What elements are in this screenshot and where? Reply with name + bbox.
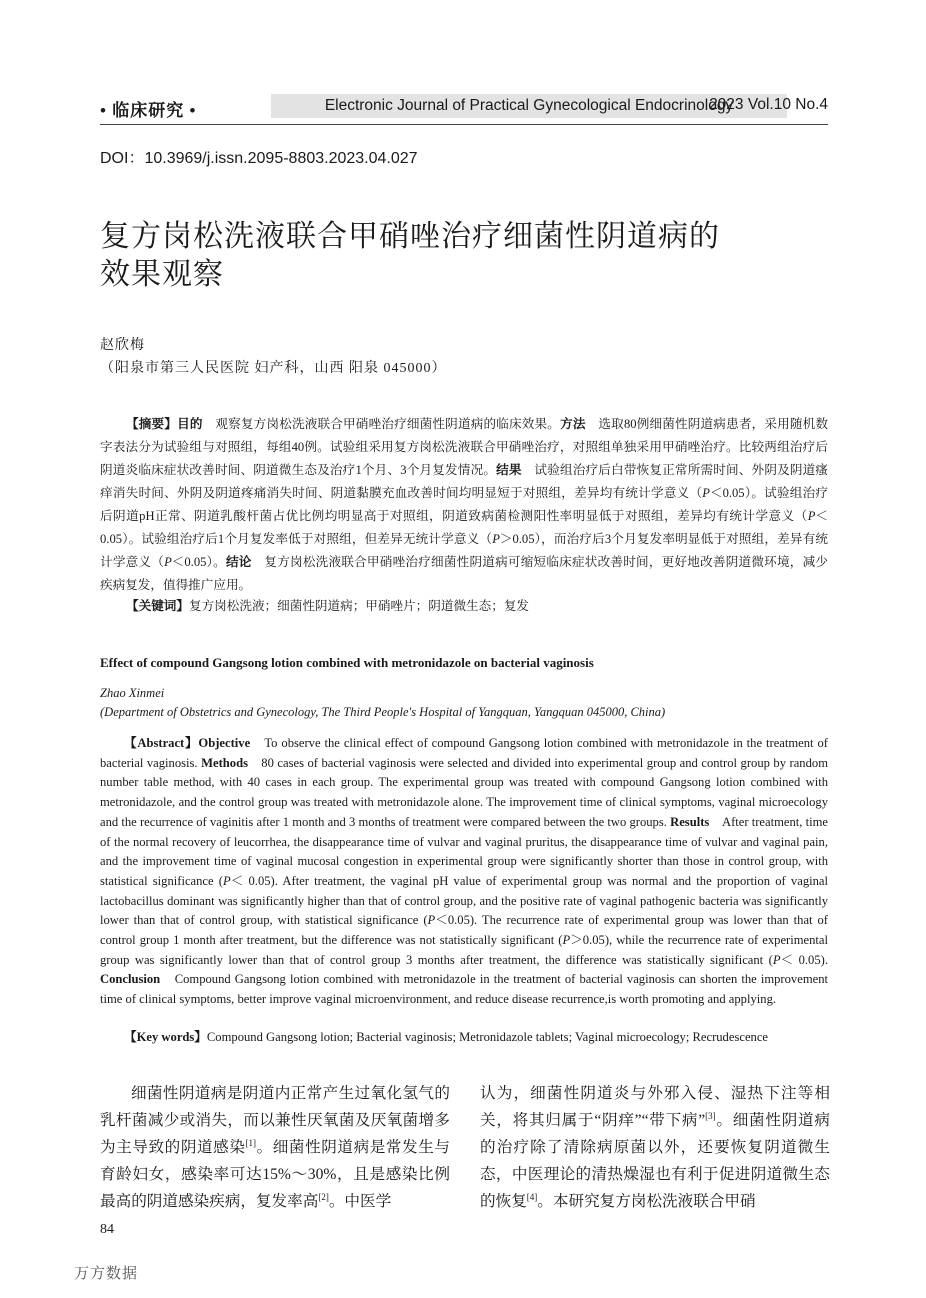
abstract-results: 试验组治疗后白带恢复正常所需时间、外阴及阴道瘙痒消失时间、外阴及阴道疼痛消失时间、阴道黏膜充血改善时间均明显短于对照组，差异均有统计学意义（ (100, 463, 829, 500)
p-value-symbol: P (164, 555, 172, 569)
p-value-symbol: P (492, 532, 500, 546)
title-line: 复方岗松洗液联合甲硝唑治疗细菌性阴道病的 (100, 220, 720, 253)
abstract-results: ＜ 0.05). After treatment, the vaginal pH value of experimental group was normal and the proportion of vaginal lactobacillus dominant was significantly higher than that of control group, and the positive rate of vaginal pathogenic bacteria was significantly lower than that of control group, with statistical significance ( (100, 873, 828, 928)
abstract-results: ＜0.05）。试验组治疗后阴道pH正常、阴道乳酸杆菌占优比例均明显高于对照组，阴道致病菌检测阳性率明显低于对照组，差异均有统计学意义（ (100, 486, 828, 523)
abstract-results-label: Results (670, 814, 710, 829)
keywords-text: Compound Gangsong lotion; Bacterial vaginosis; Metronidazole tablets; Vaginal microecology; Recrudescence (206, 1030, 769, 1044)
body-column-left (100, 1080, 450, 1215)
running-header (100, 94, 828, 120)
abstract-methods: 选取80例细菌性阴道病患者，采用随机数字表法分为试验组与对照组，每组40例。试验组采用复方岗松洗液联合甲硝唑治疗，对照组单独采用甲硝唑治疗。比较两组治疗后阴道炎临床症状改善时间、阴道微生态及治疗1个月、3个月复发情况。 (100, 417, 829, 477)
abstract-methods-label: 方法 (560, 417, 586, 431)
abstract-results: After treatment, time of the normal recovery of leucorrhea, the disappearance time of vulvar and vaginal pruritus, the disappearance time of vulvar and vaginal pain, and the improvement time of vaginal mucosal congestion in experimental group were significantly shorter than those in control group, with statistical significance ( (100, 814, 829, 888)
abstract-conclusion-label: 结论 (225, 555, 252, 569)
abstract-cn (100, 413, 828, 597)
body-column-right (480, 1080, 830, 1215)
p-value-symbol: P (772, 952, 781, 967)
abstract-results: ＜0.05）。 (171, 555, 226, 569)
abstract-results: ＜0.05). The recurrence rate of experimental group was lower than that of control group 1 month after treatment, but the difference was not statistically significant ( (100, 913, 828, 948)
author-cn: 赵欣梅 (100, 338, 145, 353)
article-title-en: Effect of compound Gangsong lotion combined with metronidazole on bacterial vaginosis (100, 655, 594, 670)
watermark: 万方数据 (74, 1266, 139, 1282)
abstract-results: ＜ 0.05). (780, 952, 828, 967)
citation-ref[interactable]: [2] (318, 1191, 329, 1202)
abstract-methods: 80 cases of bacterial vaginosis were selected and divided into experimental group and control group by random number table method, with 40 cases in each group. The experimental group was treated with compound Gangsong lotion combined with metronidazole, and the control group was treated with metronidazole alone. The improvement time of clinical symptoms, vaginal microecology and the recurrence of vaginitis after 1 month and 3 months of treatment were compared between the two groups. (100, 755, 828, 829)
keywords-text: 复方岗松洗液；细菌性阴道病；甲硝唑片；阴道微生态；复发 (188, 599, 529, 613)
section-label: • 临床研究 • (100, 101, 197, 120)
keywords-cn (126, 596, 826, 616)
author-en: Zhao Xinmei (100, 686, 165, 700)
volume-issue: 2023 Vol.10 No.4 (709, 96, 828, 113)
affiliation-cn: （阳泉市第三人民医院 妇产科，山西 阳泉 045000） (100, 361, 447, 376)
citation-ref[interactable]: [3] (705, 1110, 716, 1121)
abstract-results: ＞0.05），而治疗后3个月复发率明显低于对照组，差异有统计学意义（ (100, 532, 828, 569)
p-value-symbol: P (562, 933, 571, 948)
abstract-results-label: 结果 (496, 463, 522, 477)
abstract-objective: To observe the clinical effect of compound Gangsong lotion combined with metronidazole in the treatment of bacterial vaginosis. (100, 736, 828, 770)
abstract-conclusion: Compound Gangsong lotion combined with metronidazole in the treatment of bacterial vaginosis can shorten the improvement time of clinical symptoms, better improve vaginal microenvironment, and reduce disease recurrence,is worth promoting and applying. (100, 972, 828, 1007)
keywords-en (124, 1028, 828, 1047)
abstract-objective-label: 【摘要】目的 (126, 417, 203, 431)
citation-ref[interactable]: [4] (526, 1191, 538, 1202)
abstract-objective: 观察复方岗松洗液联合甲硝唑治疗细菌性阴道病的临床效果。 (202, 417, 561, 431)
page-number: 84 (100, 1222, 114, 1237)
p-value-symbol: P (223, 873, 231, 888)
journal-name: Electronic Journal of Practical Gynecological Endocrinology (271, 94, 787, 118)
abstract-methods-label: Methods (201, 755, 248, 770)
p-value-symbol: P (427, 913, 436, 928)
p-value-symbol: P (702, 486, 710, 500)
p-value-symbol: P (807, 509, 816, 523)
header-rule (100, 124, 828, 125)
keywords-label: 【Key words】 (124, 1030, 207, 1044)
body-text: 。细菌性阴道病是常发生与育龄妇女，感染率可达15%～30%，且是感染比例最高的阴道感染疾病，复发率高 (100, 1139, 450, 1210)
abstract-conclusion: 复方岗松洗液联合甲硝唑治疗细菌性阴道病可缩短临床症状改善时间，更好地改善阴道微环境，减少疾病复发，值得推广应用。 (100, 555, 829, 592)
abstract-en (100, 734, 828, 1010)
affiliation-en: (Department of Obstetrics and Gynecology, The Third People's Hospital of Yangquan, Yangquan 045000, China) (100, 705, 666, 719)
article-title-cn (100, 218, 800, 294)
keywords-label: 【关键词】 (126, 599, 189, 613)
abstract-objective-label: 【Abstract】Objective (124, 736, 251, 750)
body-text: 认为，细菌性阴道炎与外邪入侵、湿热下注等相关，将其归属于“阴痒”“带下病” (480, 1085, 830, 1129)
body-text: 细菌性阴道病是阴道内正常产生过氧化氢气的乳杆菌减少或消失，而以兼性厌氧菌及厌氧菌增多为主导致的阴道感染 (100, 1085, 450, 1156)
abstract-results: ＞0.05), while the recurrence rate of experimental group was significantly lower than that of control group 3 months after treatment, the difference was statistically significant ( (100, 933, 828, 967)
body-text: 。细菌性阴道病的治疗除了清除病原菌以外，还要恢复阴道微生态，中医理论的清热燥湿也有利于促进阴道微生态的恢复 (480, 1112, 830, 1210)
citation-ref[interactable]: [1] (245, 1137, 256, 1148)
abstract-conclusion-label: Conclusion (100, 972, 161, 987)
body-text: 。中医学 (328, 1193, 392, 1210)
abstract-results: ＜0.05）。试验组治疗后1个月复发率低于对照组，但差异无统计学意义（ (100, 509, 828, 546)
body-text: 。本研究复方岗松洗液联合甲硝 (537, 1193, 756, 1210)
title-line: 效果观察 (100, 258, 224, 291)
doi[interactable]: DOI：10.3969/j.issn.2095-8803.2023.04.027 (100, 150, 418, 167)
